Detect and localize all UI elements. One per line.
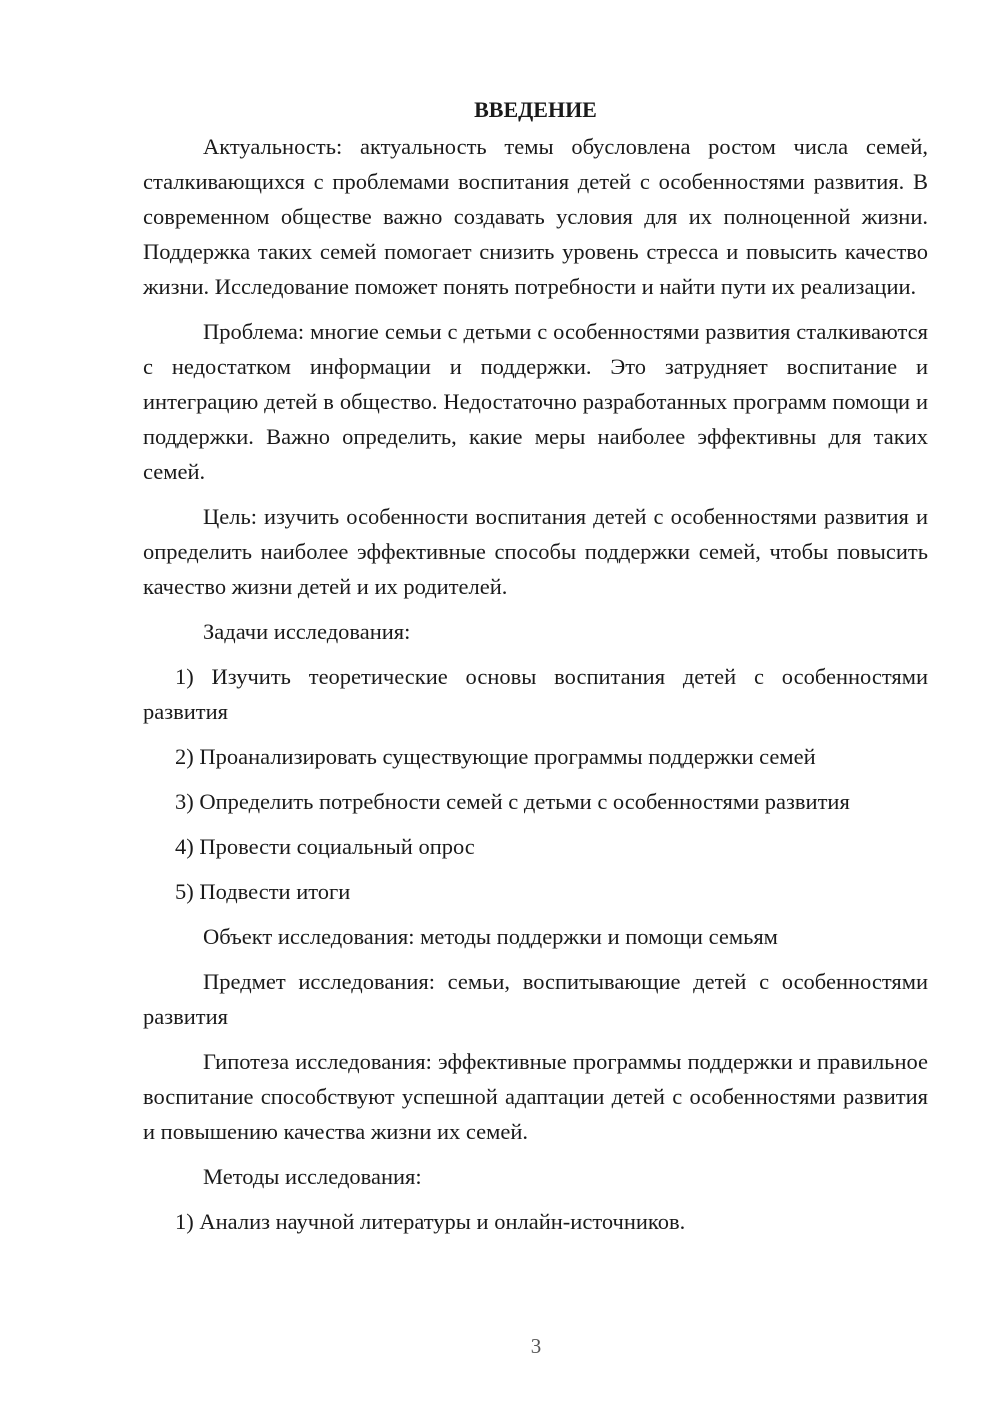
methods-heading: Методы исследования: <box>203 1164 422 1189</box>
relevance-paragraph: Актуальность: актуальность темы обусловлена ростом числа семей, сталкивающихся с проблемами воспитания детей с особенностями развития. В современном обществе важно создавать условия для их полноценной жизни. Поддержка таких семей помогает снизить уровень стресса и повысить качество жизни. Исследование поможет понять потребности и найти пути их реализации. <box>143 134 928 299</box>
task-item-4: 4) Провести социальный опрос <box>175 834 475 859</box>
object-paragraph: Объект исследования: методы поддержки и помощи семьям <box>203 924 778 949</box>
method-item-1: 1) Анализ научной литературы и онлайн-источников. <box>175 1209 686 1234</box>
task-item-1: 1) Изучить теоретические основы воспитания детей с особенностями развития <box>143 664 928 724</box>
task-item-2: 2) Проанализировать существующие программы поддержки семей <box>175 744 816 769</box>
goal-paragraph: Цель: изучить особенности воспитания детей с особенностями развития и определить наиболее эффективные способы поддержки семей, чтобы повысить качество жизни детей и их родителей. <box>143 504 928 599</box>
page-number: 3 <box>530 1334 542 1358</box>
problem-paragraph: Проблема: многие семьи с детьми с особенностями развития сталкиваются с недостатком информации и поддержки. Это затрудняет воспитание и интеграцию детей в общество. Недостаточно разработанных программ помощи и поддержки. Важно определить, какие меры наиболее эффективны для таких семей. <box>143 319 928 484</box>
subject-paragraph: Предмет исследования: семьи, воспитывающие детей с особенностями развития <box>143 969 928 1029</box>
task-item-3: 3) Определить потребности семей с детьми с особенностями развития <box>175 789 850 814</box>
task-item-5: 5) Подвести итоги <box>175 879 351 904</box>
tasks-heading: Задачи исследования: <box>203 619 411 644</box>
page-title: ВВЕДЕНИЕ <box>474 97 597 122</box>
page-content <box>143 92 928 1239</box>
hypothesis-paragraph: Гипотеза исследования: эффективные программы поддержки и правильное воспитание способствуют успешной адаптации детей с особенностями развития и повышению качества жизни их семей. <box>143 1049 928 1144</box>
